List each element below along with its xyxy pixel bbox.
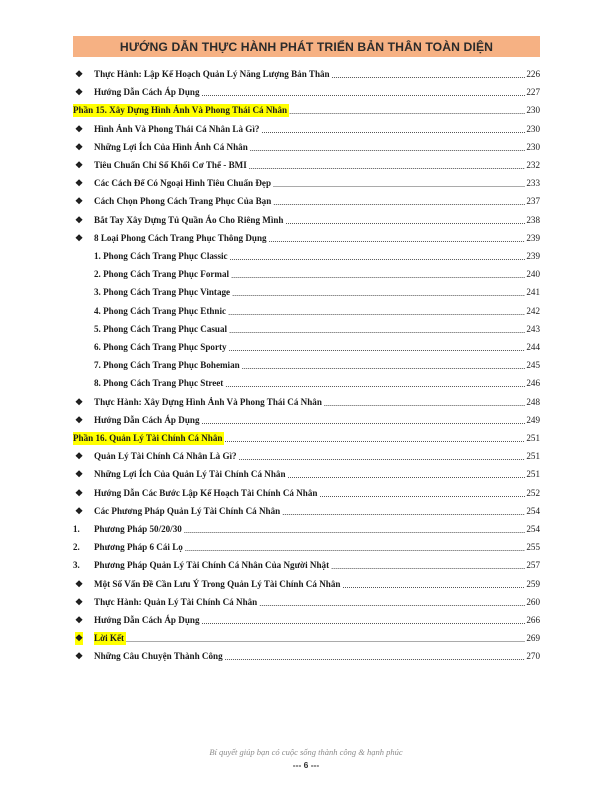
toc-entry-title: Thực Hành: Xây Dựng Hình Ảnh Và Phong Thái Cá Nhân <box>94 397 322 407</box>
toc-entry[interactable] <box>94 177 540 190</box>
footer-tagline: Bí quyết giúp bạn có cuộc sống thành công & hạnh phúc <box>209 747 403 757</box>
toc-page-number: 254 <box>526 524 540 534</box>
toc-page-number: 244 <box>526 342 540 352</box>
toc-entry-title: Các Cách Để Có Ngoại Hình Tiêu Chuẩn Đẹp <box>94 178 272 188</box>
dot-leader <box>225 653 526 663</box>
toc-entry-title: Những Lợi Ích Của Quản Lý Tài Chính Cá Nhân <box>94 469 286 479</box>
toc-entry[interactable] <box>94 559 540 572</box>
dot-leader <box>324 399 525 409</box>
toc-entry-title: 3. Phong Cách Trang Phục Vintage <box>94 287 231 297</box>
toc-entry[interactable] <box>94 450 540 463</box>
diamond-bullet-icon: ❖ <box>75 506 84 516</box>
dot-leader <box>232 289 525 299</box>
diamond-bullet-icon: ❖ <box>75 633 84 643</box>
toc-entry-title: 7. Phong Cách Trang Phục Bohemian <box>94 360 240 370</box>
toc-page-number: 230 <box>526 124 540 134</box>
dot-leader <box>202 417 526 427</box>
toc-entry[interactable] <box>94 286 540 299</box>
dot-leader <box>242 362 526 372</box>
diamond-bullet-icon: ❖ <box>75 651 84 661</box>
diamond-bullet-icon: ❖ <box>75 196 84 206</box>
dot-leader <box>261 126 525 136</box>
dot-leader <box>282 508 525 518</box>
diamond-bullet-icon: ❖ <box>75 415 84 425</box>
toc-page-number: 242 <box>526 306 540 316</box>
diamond-bullet-icon: ❖ <box>75 69 84 79</box>
toc-page-number: 251 <box>526 469 540 479</box>
dot-leader <box>288 471 526 481</box>
toc-page-number: 239 <box>526 251 540 261</box>
dot-leader <box>273 198 525 208</box>
toc-entry-title: 2. Phong Cách Trang Phục Formal <box>94 269 230 279</box>
dot-leader <box>259 599 525 609</box>
toc-entry[interactable] <box>94 214 540 227</box>
dot-leader <box>202 617 526 627</box>
toc-entry[interactable] <box>94 359 540 372</box>
dot-leader <box>289 107 525 117</box>
toc-entry-title: Hướng Dẫn Cách Áp Dụng <box>94 615 200 625</box>
diamond-bullet-icon: ❖ <box>75 87 84 97</box>
diamond-bullet-icon: ❖ <box>75 233 84 243</box>
diamond-bullet-icon: ❖ <box>75 178 84 188</box>
toc-page-number: 251 <box>526 433 540 443</box>
toc-entry[interactable] <box>94 323 540 336</box>
page-number: --- 6 --- <box>292 760 320 770</box>
toc-entry[interactable] <box>94 578 540 591</box>
toc-page-number: 260 <box>526 597 540 607</box>
toc-entry[interactable] <box>94 68 540 81</box>
toc-entry-title: Quản Lý Tài Chính Cá Nhân Là Gì? <box>94 451 237 461</box>
dot-leader <box>249 162 526 172</box>
list-number: 2. <box>73 542 80 552</box>
dot-leader <box>269 235 526 245</box>
diamond-bullet-icon: ❖ <box>75 451 84 461</box>
toc-entry[interactable] <box>94 86 540 99</box>
toc-entry-title: Tiêu Chuẩn Chỉ Số Khối Cơ Thể - BMI <box>94 160 247 170</box>
toc-page-number: 251 <box>526 451 540 461</box>
toc-entry[interactable] <box>94 614 540 627</box>
dot-leader <box>225 380 525 390</box>
toc-page-number: 257 <box>526 560 540 570</box>
toc-entry-title: Phương Pháp 50/20/30 <box>94 524 182 534</box>
diamond-bullet-icon: ❖ <box>75 160 84 170</box>
diamond-bullet-icon: ❖ <box>75 579 84 589</box>
toc-entry[interactable] <box>94 268 540 281</box>
toc-entry[interactable] <box>94 505 540 518</box>
toc-entry[interactable] <box>94 523 540 536</box>
toc-entry-title: Phần 15. Xây Dựng Hình Ảnh Và Phong Thái Cá Nhân <box>73 105 288 115</box>
dot-leader <box>126 635 525 645</box>
toc-entry-title: Lời Kết <box>94 633 125 643</box>
toc-entry[interactable] <box>94 341 540 354</box>
toc-entry[interactable] <box>94 396 540 409</box>
document-title: HƯỚNG DẪN THỰC HÀNH PHÁT TRIỂN BẢN THÂN TOÀN DIỆN <box>119 39 494 54</box>
dot-leader <box>342 581 525 591</box>
toc-entry-title: Thực Hành: Lập Kế Hoạch Quản Lý Năng Lượng Bản Thân <box>94 69 330 79</box>
dot-leader <box>250 144 526 154</box>
toc-page-number: 241 <box>526 287 540 297</box>
diamond-bullet-icon: ❖ <box>75 142 84 152</box>
diamond-bullet-icon: ❖ <box>75 124 84 134</box>
diamond-bullet-icon: ❖ <box>75 597 84 607</box>
dot-leader <box>229 326 525 336</box>
toc-entry-title: Những Lợi Ích Của Hình Ảnh Cá Nhân <box>94 142 248 152</box>
toc-page-number: 255 <box>526 542 540 552</box>
toc-part-heading[interactable] <box>73 104 540 117</box>
toc-entry[interactable] <box>94 596 540 609</box>
toc-entry[interactable] <box>94 541 540 554</box>
toc-entry-title: Thực Hành: Quản Lý Tài Chính Cá Nhân <box>94 597 258 607</box>
toc-page-number: 246 <box>526 378 540 388</box>
toc-page-number: 269 <box>526 633 540 643</box>
dot-leader <box>185 544 526 554</box>
toc-page-number: 237 <box>526 196 540 206</box>
toc-entry-title: Hình Ảnh Và Phong Thái Cá Nhân Là Gì? <box>94 124 260 134</box>
toc-entry[interactable] <box>94 487 540 500</box>
toc-page-number: 239 <box>526 233 540 243</box>
toc-entry-title: 5. Phong Cách Trang Phục Casual <box>94 324 228 334</box>
dot-leader <box>239 453 526 463</box>
toc-entry-title: 8. Phong Cách Trang Phục Street <box>94 378 224 388</box>
toc-entry-title: Hướng Dẫn Cách Áp Dụng <box>94 415 200 425</box>
toc-entry[interactable] <box>94 377 540 390</box>
toc-entry-title: Hướng Dẫn Cách Áp Dụng <box>94 87 200 97</box>
toc-page-number: 270 <box>526 651 540 661</box>
toc-page-number: 230 <box>526 142 540 152</box>
toc-page-number: 227 <box>526 87 540 97</box>
toc-entry[interactable] <box>94 468 540 481</box>
toc-page-number: 240 <box>526 269 540 279</box>
dot-leader <box>319 490 525 500</box>
toc-entry-title: 4. Phong Cách Trang Phục Ethnic <box>94 306 227 316</box>
toc-page-number: 254 <box>526 506 540 516</box>
toc-page-number: 245 <box>526 360 540 370</box>
toc-entry[interactable] <box>94 195 540 208</box>
toc-entry-title: Một Số Vấn Đề Cần Lưu Ý Trong Quản Lý Tài Chính Cá Nhân <box>94 579 341 589</box>
toc-entry-title: Bắt Tay Xây Dựng Tủ Quần Áo Cho Riêng Mình <box>94 215 284 225</box>
list-number: 1. <box>73 524 80 534</box>
toc-entry[interactable] <box>94 650 540 663</box>
toc-part-heading[interactable] <box>73 432 540 445</box>
toc-entry-title: 8 Loại Phong Cách Trang Phục Thông Dụng <box>94 233 267 243</box>
toc-entry[interactable] <box>94 159 540 172</box>
diamond-bullet-icon: ❖ <box>75 469 84 479</box>
dot-leader <box>332 71 526 81</box>
toc-page-number: 232 <box>526 160 540 170</box>
toc-page-number: 249 <box>526 415 540 425</box>
toc-entry-title: Phương Pháp Quản Lý Tài Chính Cá Nhân Của Người Nhật <box>94 560 330 570</box>
dot-leader <box>229 344 526 354</box>
toc-entry[interactable] <box>94 141 540 154</box>
diamond-bullet-icon: ❖ <box>75 215 84 225</box>
toc-entry[interactable] <box>94 414 540 427</box>
toc-entry-title: 6. Phong Cách Trang Phục Sporty <box>94 342 227 352</box>
dot-leader <box>231 271 525 281</box>
toc-page-number: 243 <box>526 324 540 334</box>
toc-entry-title: Hướng Dẫn Các Bước Lập Kế Hoạch Tài Chính Cá Nhân <box>94 488 318 498</box>
dot-leader <box>331 562 525 572</box>
toc-page-number: 230 <box>526 105 540 115</box>
toc-entry-title: 1. Phong Cách Trang Phục Classic <box>94 251 228 261</box>
toc-entry-title: Cách Chọn Phong Cách Trang Phục Của Bạn <box>94 196 272 206</box>
diamond-bullet-icon: ❖ <box>75 397 84 407</box>
dot-leader <box>228 308 525 318</box>
toc-entry[interactable] <box>94 232 540 245</box>
dot-leader <box>202 89 526 99</box>
toc-entry[interactable] <box>94 632 540 645</box>
toc-entry-title: Những Câu Chuyện Thành Công <box>94 651 223 661</box>
toc-page-number: 266 <box>526 615 540 625</box>
toc-page-number: 252 <box>526 488 540 498</box>
diamond-bullet-icon: ❖ <box>75 615 84 625</box>
toc-entry[interactable] <box>94 250 540 263</box>
list-number: 3. <box>73 560 80 570</box>
toc-page-number: 248 <box>526 397 540 407</box>
dot-leader <box>224 435 525 445</box>
toc-entry-title: Phương Pháp 6 Cái Lọ <box>94 542 183 552</box>
toc-entry[interactable] <box>94 123 540 136</box>
dot-leader <box>184 526 526 536</box>
dot-leader <box>230 253 526 263</box>
toc-page-number: 259 <box>526 579 540 589</box>
toc-page-number: 233 <box>526 178 540 188</box>
toc-page-number: 238 <box>526 215 540 225</box>
toc-entry-title: Các Phương Pháp Quản Lý Tài Chính Cá Nhân <box>94 506 281 516</box>
toc-entry-title: Phần 16. Quản Lý Tài Chính Cá Nhân <box>73 433 223 443</box>
toc-entry[interactable] <box>94 305 540 318</box>
toc-page-number: 226 <box>526 69 540 79</box>
dot-leader <box>273 180 525 190</box>
dot-leader <box>286 217 526 227</box>
diamond-bullet-icon: ❖ <box>75 488 84 498</box>
